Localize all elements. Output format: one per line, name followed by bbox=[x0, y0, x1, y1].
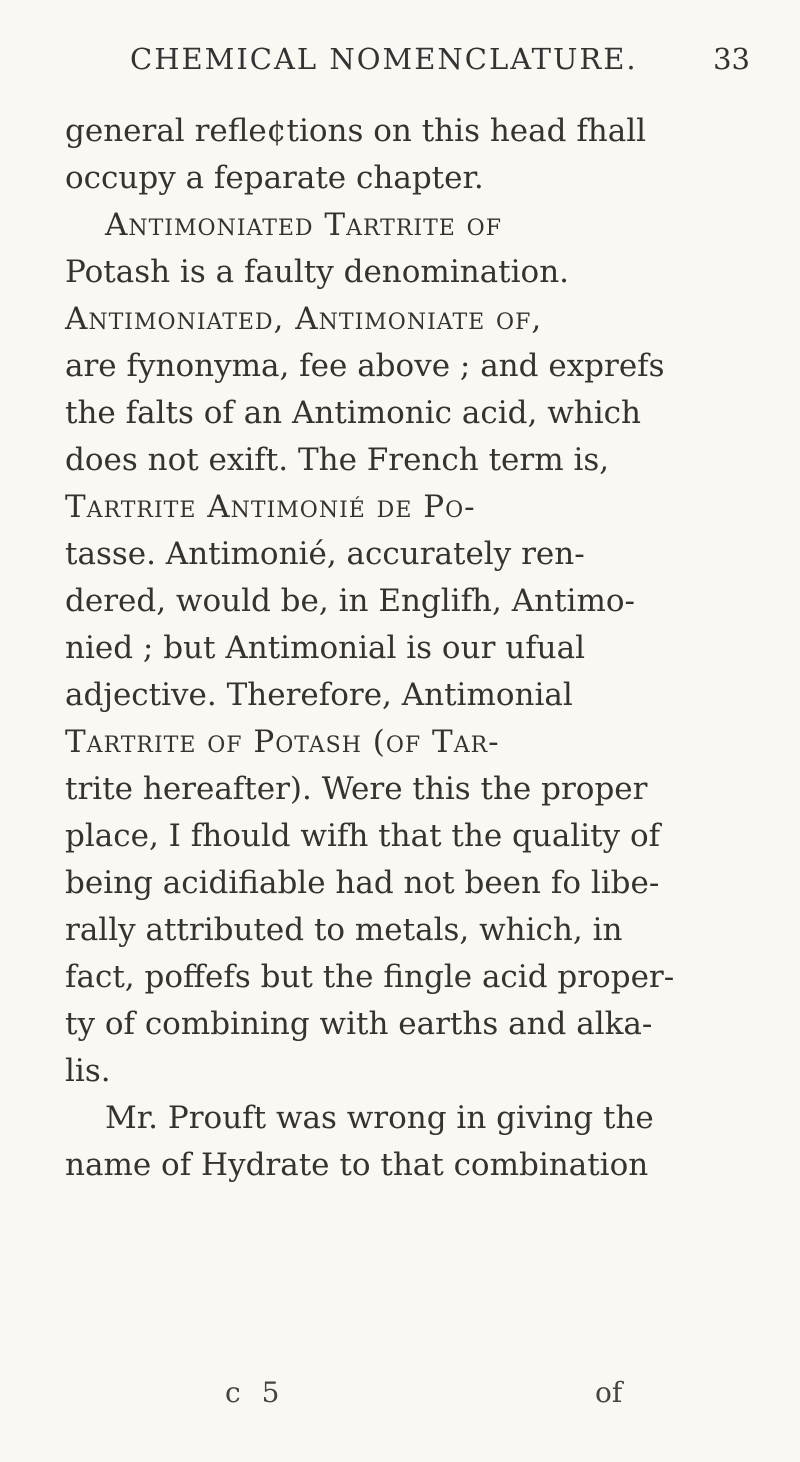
text-line-17: being acidifiable had not been fo libe- bbox=[65, 865, 660, 901]
text-line-3: Antimoniated Tartrite of bbox=[105, 207, 502, 243]
running-head bbox=[130, 42, 750, 82]
text-line-10: tasse. Antimonié, accurately ren- bbox=[65, 536, 585, 572]
text-line-9: Tartrite Antimonié de Po- bbox=[65, 489, 476, 525]
text-line-1: general refle¢tions on this head fhall bbox=[65, 113, 647, 149]
text-line-8: does not exift. The French term is, bbox=[65, 442, 610, 478]
text-line-7: the falts of an Antimonic acid, which bbox=[65, 395, 641, 431]
text-line-13: adjective. Therefore, Antimonial bbox=[65, 677, 573, 713]
text-line-2: occupy a feparate chapter. bbox=[65, 160, 484, 196]
text-line-11: dered, would be, in Englifh, Antimo- bbox=[65, 583, 635, 619]
text-line-16: place, I fhould wifh that the quality of bbox=[65, 818, 661, 854]
text-line-12: nied ; but Antimonial is our ufual bbox=[65, 630, 586, 666]
page-footer bbox=[0, 1376, 800, 1416]
text-line-23: name of Hydrate to that combination bbox=[65, 1147, 649, 1183]
text-line-18: rally attributed to metals, which, in bbox=[65, 912, 623, 948]
text-line-4: Potash is a faulty denomination. bbox=[65, 254, 570, 290]
text-line-5: Antimoniated, Antimoniate of, bbox=[65, 301, 543, 337]
running-title: CHEMICAL NOMENCLATURE. bbox=[130, 42, 638, 76]
text-line-15: trite hereafter). Were this the proper bbox=[65, 771, 648, 807]
text-line-20: ty of combining with earths and alka- bbox=[65, 1006, 653, 1042]
page-number: 33 bbox=[713, 42, 750, 76]
text-line-6: are fynonyma, fee above ; and exprefs bbox=[65, 348, 665, 384]
catchword: of bbox=[595, 1376, 623, 1409]
signature-mark: c 5 bbox=[225, 1376, 286, 1409]
text-line-19: fact, poffefs but the fingle acid proper- bbox=[65, 959, 675, 995]
text-line-21: lis. bbox=[65, 1053, 111, 1089]
text-line-22: Mr. Prouft was wrong in giving the bbox=[105, 1100, 654, 1136]
text-line-14: Tartrite of Potash (of Tar- bbox=[65, 724, 500, 760]
